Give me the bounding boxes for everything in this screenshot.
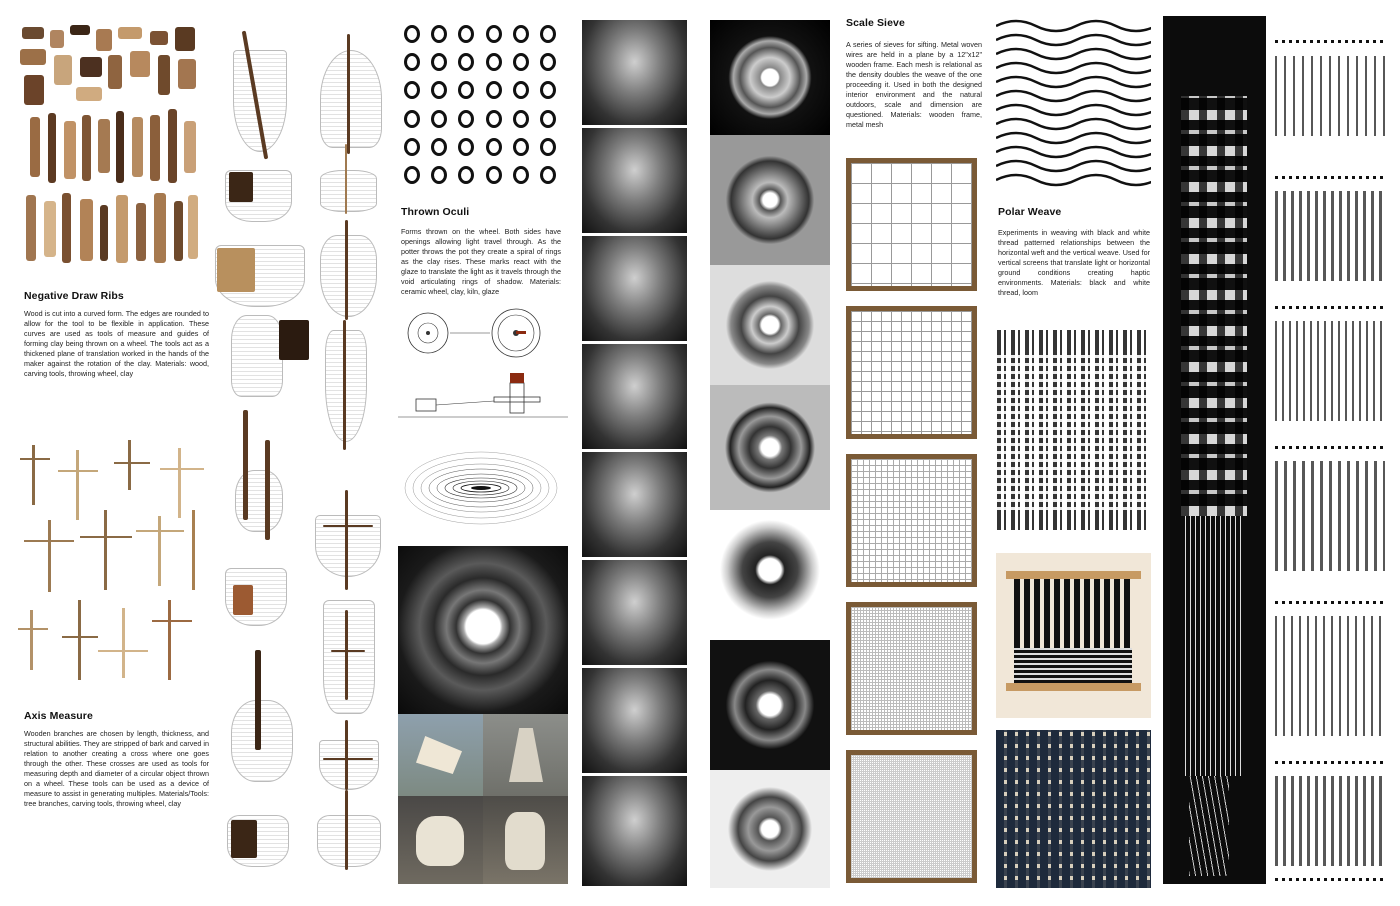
sieve-grid-4 [846,602,977,735]
oculus-photo [398,546,568,714]
sieve-grid-1 [846,158,977,291]
axis-measure-crosses [18,440,208,690]
rib-profile-drawings [205,20,395,890]
wave-weave-pattern [996,16,1151,191]
thrown-oculi-text: Forms thrown on the wheel. Both sides have openings allowing light travel through. As the potter throws the pot they create a spiral of rings as the clay rises. These marks react with the glaze to translate the light as it travels through the void articulating rings of shadow. Materials: ceramic wheel, clay, kiln, glaze [401,227,561,296]
loom-photo [996,553,1151,718]
polar-weave-title: Polar Weave [998,206,1062,218]
sieve-grid-2 [846,306,977,439]
oculi-top-view-photos [710,20,830,888]
wood-ribs-collage [20,25,200,270]
weave-notation-strip [1275,16,1385,886]
scale-sieve-title: Scale Sieve [846,17,905,29]
cone-vessel-photo-2 [483,714,568,796]
cup-vessel-photo-1 [398,796,483,884]
polar-weave-text: Experiments in weaving with black and white thread patterned relationships between the horizontal weft and the vertical weave. Used for vertical screens that translate light or horizontal ground conditions creating haptic environments. Materials: black and white thread, loom [998,228,1150,297]
scale-sieve-text: A series of sieves for sifting. Metal woven wires are held in a plane by a 12"x12" wooden frame. Each mesh is relational as the density doubles the weave of the one proceeding it. Used in both the designed interior environment and the natural outdoors, scale and dimension are questioned. Materials: wooden frame, metal mesh [846,40,982,129]
axis-measure-text: Wooden branches are chosen by length, thickness, and structural abilities. They are stripped of bark and carved in relation to another creating a cross where one goes through the other. These crosses are used as tools for measuring depth and diameter of a circular object thrown on a wheel. These tools can be used as a device of measure to assist in generating multiples. Materials/Tools: tree branches, carving tools, throwing wheel, clay [24,729,209,808]
sieve-grid-3 [846,454,977,587]
negative-draw-ribs-text: Wood is cut into a curved form. The edges are rounded to allow for the tool to be flexible in application. These curves are used as tools of measure and guides of forming clay being thrown on a wheel. The tools act as a thickened plane of translation worked in the hands of the maker against the rotation of the clay. Materials: wood, carving tools, throwing wheel, clay [24,309,209,378]
cup-vessel-photo-2 [483,796,568,884]
weave-sample-pattern [997,330,1151,530]
axis-measure-title: Axis Measure [24,710,93,722]
negative-draw-ribs-title: Negative Draw Ribs [24,290,124,302]
oculi-ring-grid [400,22,560,187]
throwing-sequence-photos [582,20,687,888]
ring-spiral-diagram [402,448,560,528]
woven-mat-photo [996,730,1151,888]
vertical-weave-photo [1163,16,1266,884]
wheel-diagram [398,305,568,425]
cone-vessel-photo-1 [398,714,483,796]
sieve-grid-5 [846,750,977,883]
thrown-oculi-title: Thrown Oculi [401,206,470,218]
